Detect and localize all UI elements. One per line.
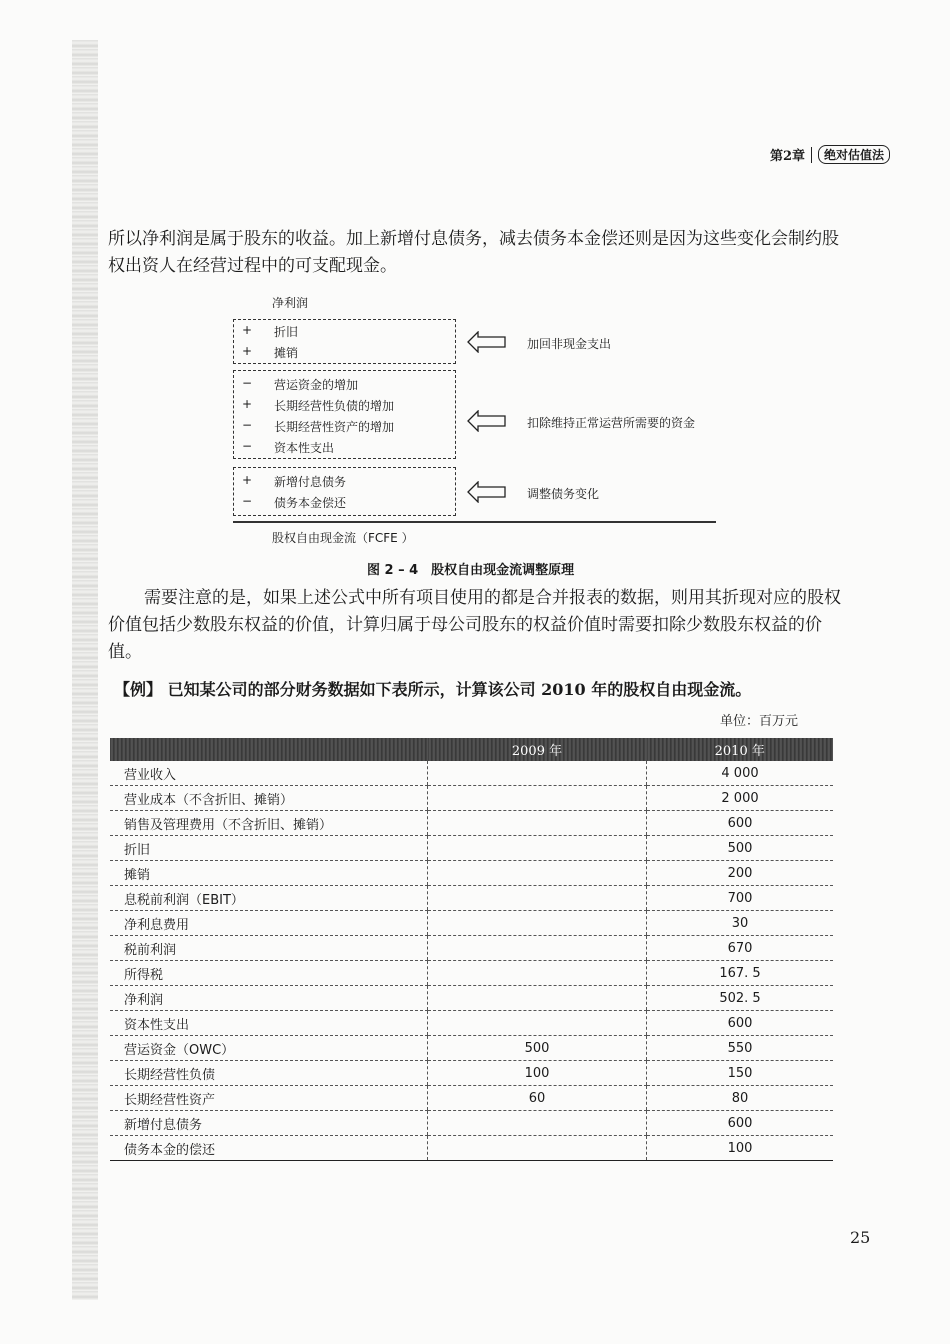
- table-row: [110, 761, 833, 786]
- table-header-cell: 2009 年: [428, 738, 647, 761]
- book-spine-shadow: [72, 40, 98, 1300]
- table-row: [110, 1086, 833, 1111]
- table-cell: 550: [647, 1036, 834, 1061]
- table-row: [110, 861, 833, 886]
- table-cell: [428, 836, 647, 861]
- table-cell: 净利润: [110, 986, 428, 1011]
- table-row: [110, 986, 833, 1011]
- left-arrow-icon: [467, 331, 507, 353]
- table-cell: 200: [647, 861, 834, 886]
- table-row: [110, 911, 833, 936]
- chapter-label: 第2章: [769, 149, 805, 164]
- table-cell: 100: [428, 1061, 647, 1086]
- figure-caption: 图 2 – 4 股权自由现金流调整原理: [367, 563, 575, 578]
- diagram-group-1: + 折旧 + 摊销: [233, 319, 456, 364]
- table-row: [110, 786, 833, 811]
- diagram-group-2: − 营运资金的增加 + 长期经营性负债的增加 − 长期经营性资产的增加 − 资本性支出: [233, 370, 456, 459]
- table-cell: [428, 986, 647, 1011]
- table-row: [110, 936, 833, 961]
- table-cell: 债务本金的偿还: [110, 1136, 428, 1161]
- table-row: [110, 811, 833, 836]
- table-cell: 销售及管理费用（不含折旧、摊销）: [110, 811, 428, 836]
- table-cell: 600: [647, 1111, 834, 1136]
- table-header-row: [110, 738, 833, 761]
- left-arrow-icon: [467, 410, 507, 432]
- table-cell: 税前利润: [110, 936, 428, 961]
- table-cell: [428, 761, 647, 786]
- table-row: [110, 1111, 833, 1136]
- table-header-cell: 2010 年: [647, 738, 834, 761]
- table-cell: [428, 1011, 647, 1036]
- table-cell: 700: [647, 886, 834, 911]
- table-cell: [428, 811, 647, 836]
- table-cell: 502. 5: [647, 986, 834, 1011]
- section-label: 绝对估值法: [818, 145, 890, 164]
- table-cell: 摊销: [110, 861, 428, 886]
- table-cell: 所得税: [110, 961, 428, 986]
- table-header-cell: [110, 738, 428, 761]
- table-cell: 80: [647, 1086, 834, 1111]
- table-row: [110, 1036, 833, 1061]
- table-cell: [428, 961, 647, 986]
- table-cell: 30: [647, 911, 834, 936]
- diagram-bottom-label: 股权自由现金流（FCFE ）: [272, 531, 414, 545]
- table-cell: 2 000: [647, 786, 834, 811]
- diagram-note-3: 调整债务变化: [527, 487, 600, 501]
- diagram-note-1: 加回非现金支出: [527, 337, 612, 351]
- table-row: [110, 961, 833, 986]
- table-cell: 净利息费用: [110, 911, 428, 936]
- table-cell: 新增付息债务: [110, 1111, 428, 1136]
- table-cell: 折旧: [110, 836, 428, 861]
- diagram-note-2: 扣除维持正常运营所需要的资金: [527, 416, 696, 430]
- table-cell: 资本性支出: [110, 1011, 428, 1036]
- diagram-baseline: [233, 521, 716, 523]
- unit-label: 单位：百万元: [720, 714, 799, 729]
- diagram-group-3: + 新增付息债务 − 债务本金偿还: [233, 467, 456, 516]
- table-cell: 150: [647, 1061, 834, 1086]
- table-cell: 600: [647, 811, 834, 836]
- diagram-top-label: 净利润: [272, 296, 309, 310]
- table-row: [110, 1011, 833, 1036]
- table-row: [110, 836, 833, 861]
- table-cell: 670: [647, 936, 834, 961]
- table-cell: [428, 861, 647, 886]
- table-cell: 长期经营性资产: [110, 1086, 428, 1111]
- example-statement: 【例】 已知某公司的部分财务数据如下表所示，计算该公司 2010 年的股权自由现金流。: [114, 680, 752, 699]
- table-cell: 600: [647, 1011, 834, 1036]
- table-cell: [428, 1136, 647, 1161]
- table-cell: 500: [647, 836, 834, 861]
- table-cell: [428, 911, 647, 936]
- left-arrow-icon: [467, 481, 507, 503]
- table-cell: 167. 5: [647, 961, 834, 986]
- table-cell: [428, 786, 647, 811]
- table-row: [110, 1061, 833, 1086]
- table-cell: [428, 1111, 647, 1136]
- table-cell: 长期经营性负债: [110, 1061, 428, 1086]
- table-cell: [428, 886, 647, 911]
- table-cell: 营业收入: [110, 761, 428, 786]
- paragraph-1: 所以净利润是属于股东的收益。加上新增付息债务，减去债务本金偿还则是因为这些变化会制约股权出资人在经营过程中的可支配现金。: [108, 229, 839, 276]
- table-cell: 营业成本（不含折旧、摊销）: [110, 786, 428, 811]
- table-cell: 60: [428, 1086, 647, 1111]
- table-cell: 4 000: [647, 761, 834, 786]
- table-cell: 100: [647, 1136, 834, 1161]
- running-header: [770, 145, 890, 164]
- table-cell: 息税前利润（EBIT）: [110, 886, 428, 911]
- paragraph-2: 需要注意的是，如果上述公式中所有项目使用的都是合并报表的数据，则用其折现对应的股权价值包括少数股东权益的价值，计算归属于母公司股东的权益价值时需要扣除少数股东权益的价值。: [108, 588, 841, 662]
- table-cell: [428, 936, 647, 961]
- table-cell: 500: [428, 1036, 647, 1061]
- page-number: 25: [850, 1228, 871, 1247]
- table-cell: 营运资金（OWC）: [110, 1036, 428, 1061]
- financial-data-table: [110, 738, 833, 1161]
- table-body: [110, 761, 833, 1161]
- table-row: [110, 886, 833, 911]
- table-row: [110, 1136, 833, 1161]
- header-divider: [811, 147, 812, 163]
